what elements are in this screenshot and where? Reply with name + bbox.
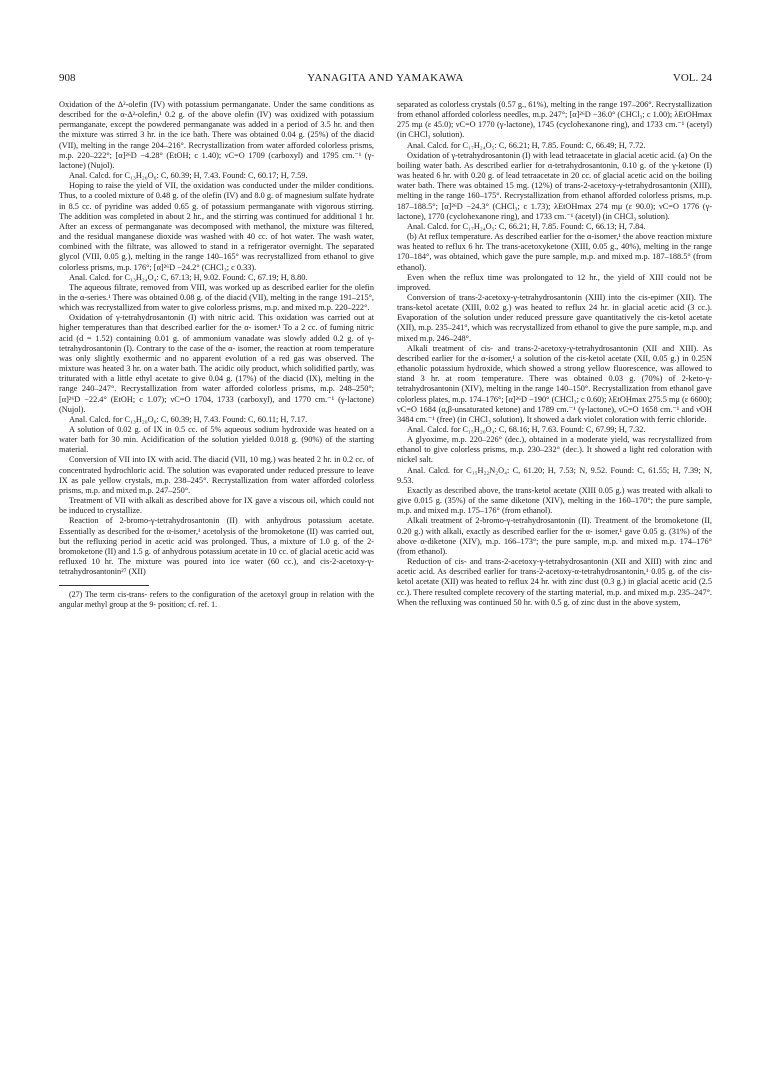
- running-title: YANAGITA AND YAMAKAWA: [307, 72, 464, 84]
- paragraph: separated as colorless crystals (0.57 g., 61%), melting in the range 197–206°. Recrystallization from ethanol afforded colorless needles, m.p. 247°; [α]²⁶D −36.0° (CHCl₃; c 1.00); λEtOHmax 275 mμ (ε 45.0); νC=O 1770 (γ-lactone), 1745 (cyclohexanone ring), and 1733 cm.⁻¹ (acetyl) (in CHCl₃ solution).: [397, 100, 712, 140]
- paragraph: Alkali treatment of cis- and trans-2-acetoxy-γ-tetrahydrosantonin (XII and XIII). As described earlier for the α-isomer,¹ a solution of the cis-ketol acetate (XII, 0.05 g.) in 0.25N ethanolic potassium hydroxide, which showed a strong yellow fluorescence, was allowed to stand 3 hr. at room temperature. There was obtained 0.03 g. (70%) of 2-keto-γ-tetrahydrosantonin (XIV), melting in the range 140–150°. Recrystallization from ethanol gave colorless plates, m.p. 174–176°; [α]²⁶D −190° (CHCl₃; c 0.60); λEtOHmax 275.5 mμ (ε 6600); νC=O 1684 (α,β-unsaturated ketone) and 1789 cm.⁻¹ (γ-lactone), νC=O 1658 cm.⁻¹ and νOH 3484 cm.⁻¹ (free) (in CHCl₃ solution). It showed a dark violet coloration with ferric chloride.: [397, 343, 712, 424]
- paragraph: Anal. Calcd. for C₁₃H₂₀O₆: C, 60.39; H, 7.43. Found: C, 60.11; H, 7.17.: [69, 414, 308, 424]
- left-column: [59, 100, 374, 610]
- paragraph: Hoping to raise the yield of VII, the oxidation was conducted under the milder conditions. Thus, to a cooled mixture of 0.48 g. of the olefin (IV) and 8.0 g. of magnesium sulfate hydrate in 8.5 cc. of pyridine was added 0.65 g. of potassium permanganate with vigorous stirring. The addition was completed in about 2 hr., and the stirring was continued for additional 1 hr. After an excess of permanganate was decomposed with methanol, the mixture was filtered, and the residual manganese dioxide was washed with 40 cc. of hot water. The wash water, combined with the filtrate, was allowed to stand in a refrigerator overnight. The separated glycol (VIII, 0.05 g.), melting in the range 140–165° was recrystallized from ethanol to give colorless prisms, m.p. 176°; [α]²⁶D −24.2° (CHCl₃; c 0.33).: [59, 181, 374, 272]
- paragraph: A glyoxime, m.p. 220–226° (dec.), obtained in a moderate yield, was recrystallized from ethanol to give colorless prisms, m.p. 230–232° (dec.). It showed a light red coloration with nickel salt.: [397, 435, 712, 465]
- right-column: [397, 100, 712, 608]
- paragraph: Even when the reflux time was prolongated to 12 hr., the yield of XIII could not be improved.: [397, 272, 712, 292]
- paragraph: Oxidation of γ-tetrahydrosantonin (I) with lead tetraacetate in glacial acetic acid. (a) On the boiling water bath. As described earlier for α-tetrahydrosantonin, 0.10 g. of the γ-ketone (I) was heated 6 hr. with 0.20 g. of lead tetraacetate in 20 cc. of glacial acetic acid on the boiling water bath. There was obtained 15 mg. (12%) of trans-2-acetoxy-γ-tetrahydrosantonin (XIII), melting in the range 160–175°. Recrystallization from ethanol afforded colorless prisms, m.p. 187–188.5°; [α]²⁶D −24.3° (CHCl₃; c 1.73); λEtOHmax 274 mμ (ε 90.0); νC=O 1776 (γ-lactone), 1770 (cyclohexanone ring), and 1733 cm.⁻¹ (acetyl) (in CHCl₃ solution).: [397, 150, 712, 221]
- running-header: [59, 72, 712, 88]
- paragraph: Anal. Calcd. for C₁₇H₂₄O₅: C, 66.21; H, 7.85. Found: C, 66.49; H, 7.72.: [407, 140, 646, 150]
- paragraph: Conversion of VII into IX with acid. The diacid (VII, 10 mg.) was heated 2 hr. in 0.2 cc. of concentrated hydrochloric acid. The solution was evaporated under reduced pressure to leave IX as pale yellow crystals, m.p. 238–245°. Recrystallization from water afforded colorless prisms, m.p. and mixed m.p. 247–250°.: [59, 455, 374, 495]
- footnote-divider: [59, 585, 149, 586]
- paragraph: Anal. Calcd. for C₁₅H₂₂N₂O₄: C, 61.20; H, 7.53; N, 9.52. Found: C, 61.55; H, 7.39; N, 9.53.: [397, 465, 712, 485]
- volume-label: VOL. 24: [672, 72, 712, 84]
- paragraph: Anal. Calcd. for C₁₅H₂₀O₄: C, 68.16; H, 7.63. Found: C, 67.99; H, 7.32.: [407, 425, 646, 434]
- paragraph: The aqueous filtrate, removed from VIII, was worked up as described earlier for the olefin in the α-series.¹ There was obtained 0.08 g. of the diacid (VII), melting in the range 191–215°, which was recrystallized from water to give colorless prisms, m.p. and mixed m.p. 220–222°.: [59, 282, 374, 313]
- paragraph: Conversion of trans-2-acetoxy-γ-tetrahydrosantonin (XIII) into the cis-epimer (XII). The trans-ketol acetate (XIII, 0.02 g.) was heated to reflux 24 hr. in glacial acetic acid (3 cc.). Evaporation of the solution under reduced pressure gave quantitatively the cis-ketol acetate (XII), m.p. 235–241°, which was recrystallized from ethanol to give the pure sample, m.p. and mixed m.p. 246–248°.: [397, 292, 712, 343]
- paragraph: Anal. Calcd. for C₁₃H₂₄O₄: C, 67.13; H, 9.02. Found: C, 67.19; H, 8.80.: [69, 272, 308, 282]
- paragraph: Reduction of cis- and trans-2-acetoxy-γ-tetrahydrosantonin (XII and XIII) with zinc and acetic acid. As described earlier for trans-2-acetoxy-α-tetrahydrosantonin,¹ 0.05 g. of the cis-ketol acetate (XII) was heated to reflux 24 hr. with zinc dust (0.3 g.) in glacial acetic acid (2.5 cc.). There resulted complete recovery of the starting material, m.p. and mixed m.p. 235–247°. When the refluxing was continued 50 hr. with 0.5 g. of zinc dust in the above system,: [397, 557, 712, 607]
- paragraph: Anal. Calcd. for C₁₇H₂₄O₅: C, 66.21; H, 7.85. Found: C, 66.13; H, 7.84.: [407, 221, 646, 231]
- paragraph: Exactly as described above, the trans-ketol acetate (XIII 0.05 g.) was treated with alkali to give 0.015 g. (35%) of the same diketone (XIV), melting in the 160–170°; the pure sample, m.p. and mixed m.p. 175–176° (from ethanol).: [397, 485, 712, 516]
- paragraph: (b) At reflux temperature. As described earlier for the α-isomer,¹ the above reaction mixture was heated to reflux 6 hr. The trans-acetoxyketone (XIII, 0.05 g., 40%), melting in the range 170–184°, was obtained, which gave the pure sample, m.p. and mixed m.p. 187–188.5° (from ethanol).: [397, 232, 712, 272]
- page-number: 908: [59, 72, 76, 84]
- paragraph: A solution of 0.02 g. of IX in 0.5 cc. of 5% aqueous sodium hydroxide was heated on a water bath for 30 min. Acidification of the solution yielded 0.018 g. (90%) of the starting material.: [59, 425, 374, 455]
- paragraph: Alkali treatment of 2-bromo-γ-tetrahydrosantonin (II). Treatment of the bromoketone (II, 0.20 g.) with alkali, exactly as described earlier for the α- isomer,¹ gave 0.05 g. (31%) of the above α-diketone (XIV), m.p. 166–173°; the pure sample, m.p. and mixed m.p. 174–176° (from ethanol).: [397, 516, 712, 556]
- paragraph: Oxidation of γ-tetrahydrosantonin (I) with nitric acid. This oxidation was carried out at higher temperatures than that described earlier for the α- isomer.¹ To a 2 cc. of fuming nitric acid (d = 1.52) containing 0.01 g. of ammonium vanadate was slowly added 0.2 g. of γ-tetrahydrosantonin (I). Contrary to the case of the α- isomer, the reaction at room temperature was only slightly exothermic and no apparent evolution of a red gas was observed. The mixture was heated 3 hr. on a water bath. The acidic oily product, which solidified partly, was triturated with a little ethyl acetate to give 0.04 g. (17%) of the diacid (IX), melting in the range 240–247°. Recrystallization from water afforded colorless prisms, m.p. 248–250°; [α]²⁶D −22.4° (EtOH; c 1.07); νC=O 1704, 1733 (carboxyl), and 1770 cm.⁻¹ (γ-lactone) (Nujol).: [59, 313, 374, 414]
- paragraph: Oxidation of the Δ²-olefin (IV) with potassium permanganate. Under the same conditions as described for the α-Δ²-olefin,¹ 0.2 g. of the above olefin (IV) was oxidized with potassium permanganate, except the powdered permanganate was added in a period of 3.5 hr. and then the mixture was stirred 3 hr. in the ice bath. There was obtained 0.04 g. (25%) of the diacid (VII), melting in the range 204–216°. Recrystallization from water afforded colorless prisms, m.p. 220–222°; [α]²⁶D −4.28° (EtOH; c 1.40); νC=O 1709 (carboxyl) and 1795 cm.⁻¹ (γ-lactone) (Nujol).: [59, 100, 374, 170]
- footnote: (27) The term cis-trans- refers to the configuration of the acetoxyl group in relation with the angular methyl group at the 9- position; cf. ref. 1.: [59, 590, 374, 610]
- paragraph: Reaction of 2-bromo-γ-tetrahydrosantonin (II) with anhydrous potassium acetate. Essentially as described for the α-isomer,¹ acetolysis of the bromoketone (II) was carried out, but the refluxing period in acetic acid was prolonged. Thus, a mixture of 1.0 g. of the 2-bromoketone (II) and 1.5 g. of anhydrous potassium acetate in 10 cc. of glacial acetic acid was refluxed 10 hr. The mixture was poured into ice water (60 cc.), and cis-2-acetoxy-γ-tetrahydrosantonin²⁷ (XII): [59, 516, 374, 577]
- paragraph: Anal. Calcd. for C₁₃H₂₀O₆: C, 60.39; H, 7.43. Found: C, 60.17; H, 7.59.: [69, 171, 308, 181]
- paragraph: Treatment of VII with alkali as described above for IX gave a viscous oil, which could not be induced to crystallize.: [59, 496, 374, 516]
